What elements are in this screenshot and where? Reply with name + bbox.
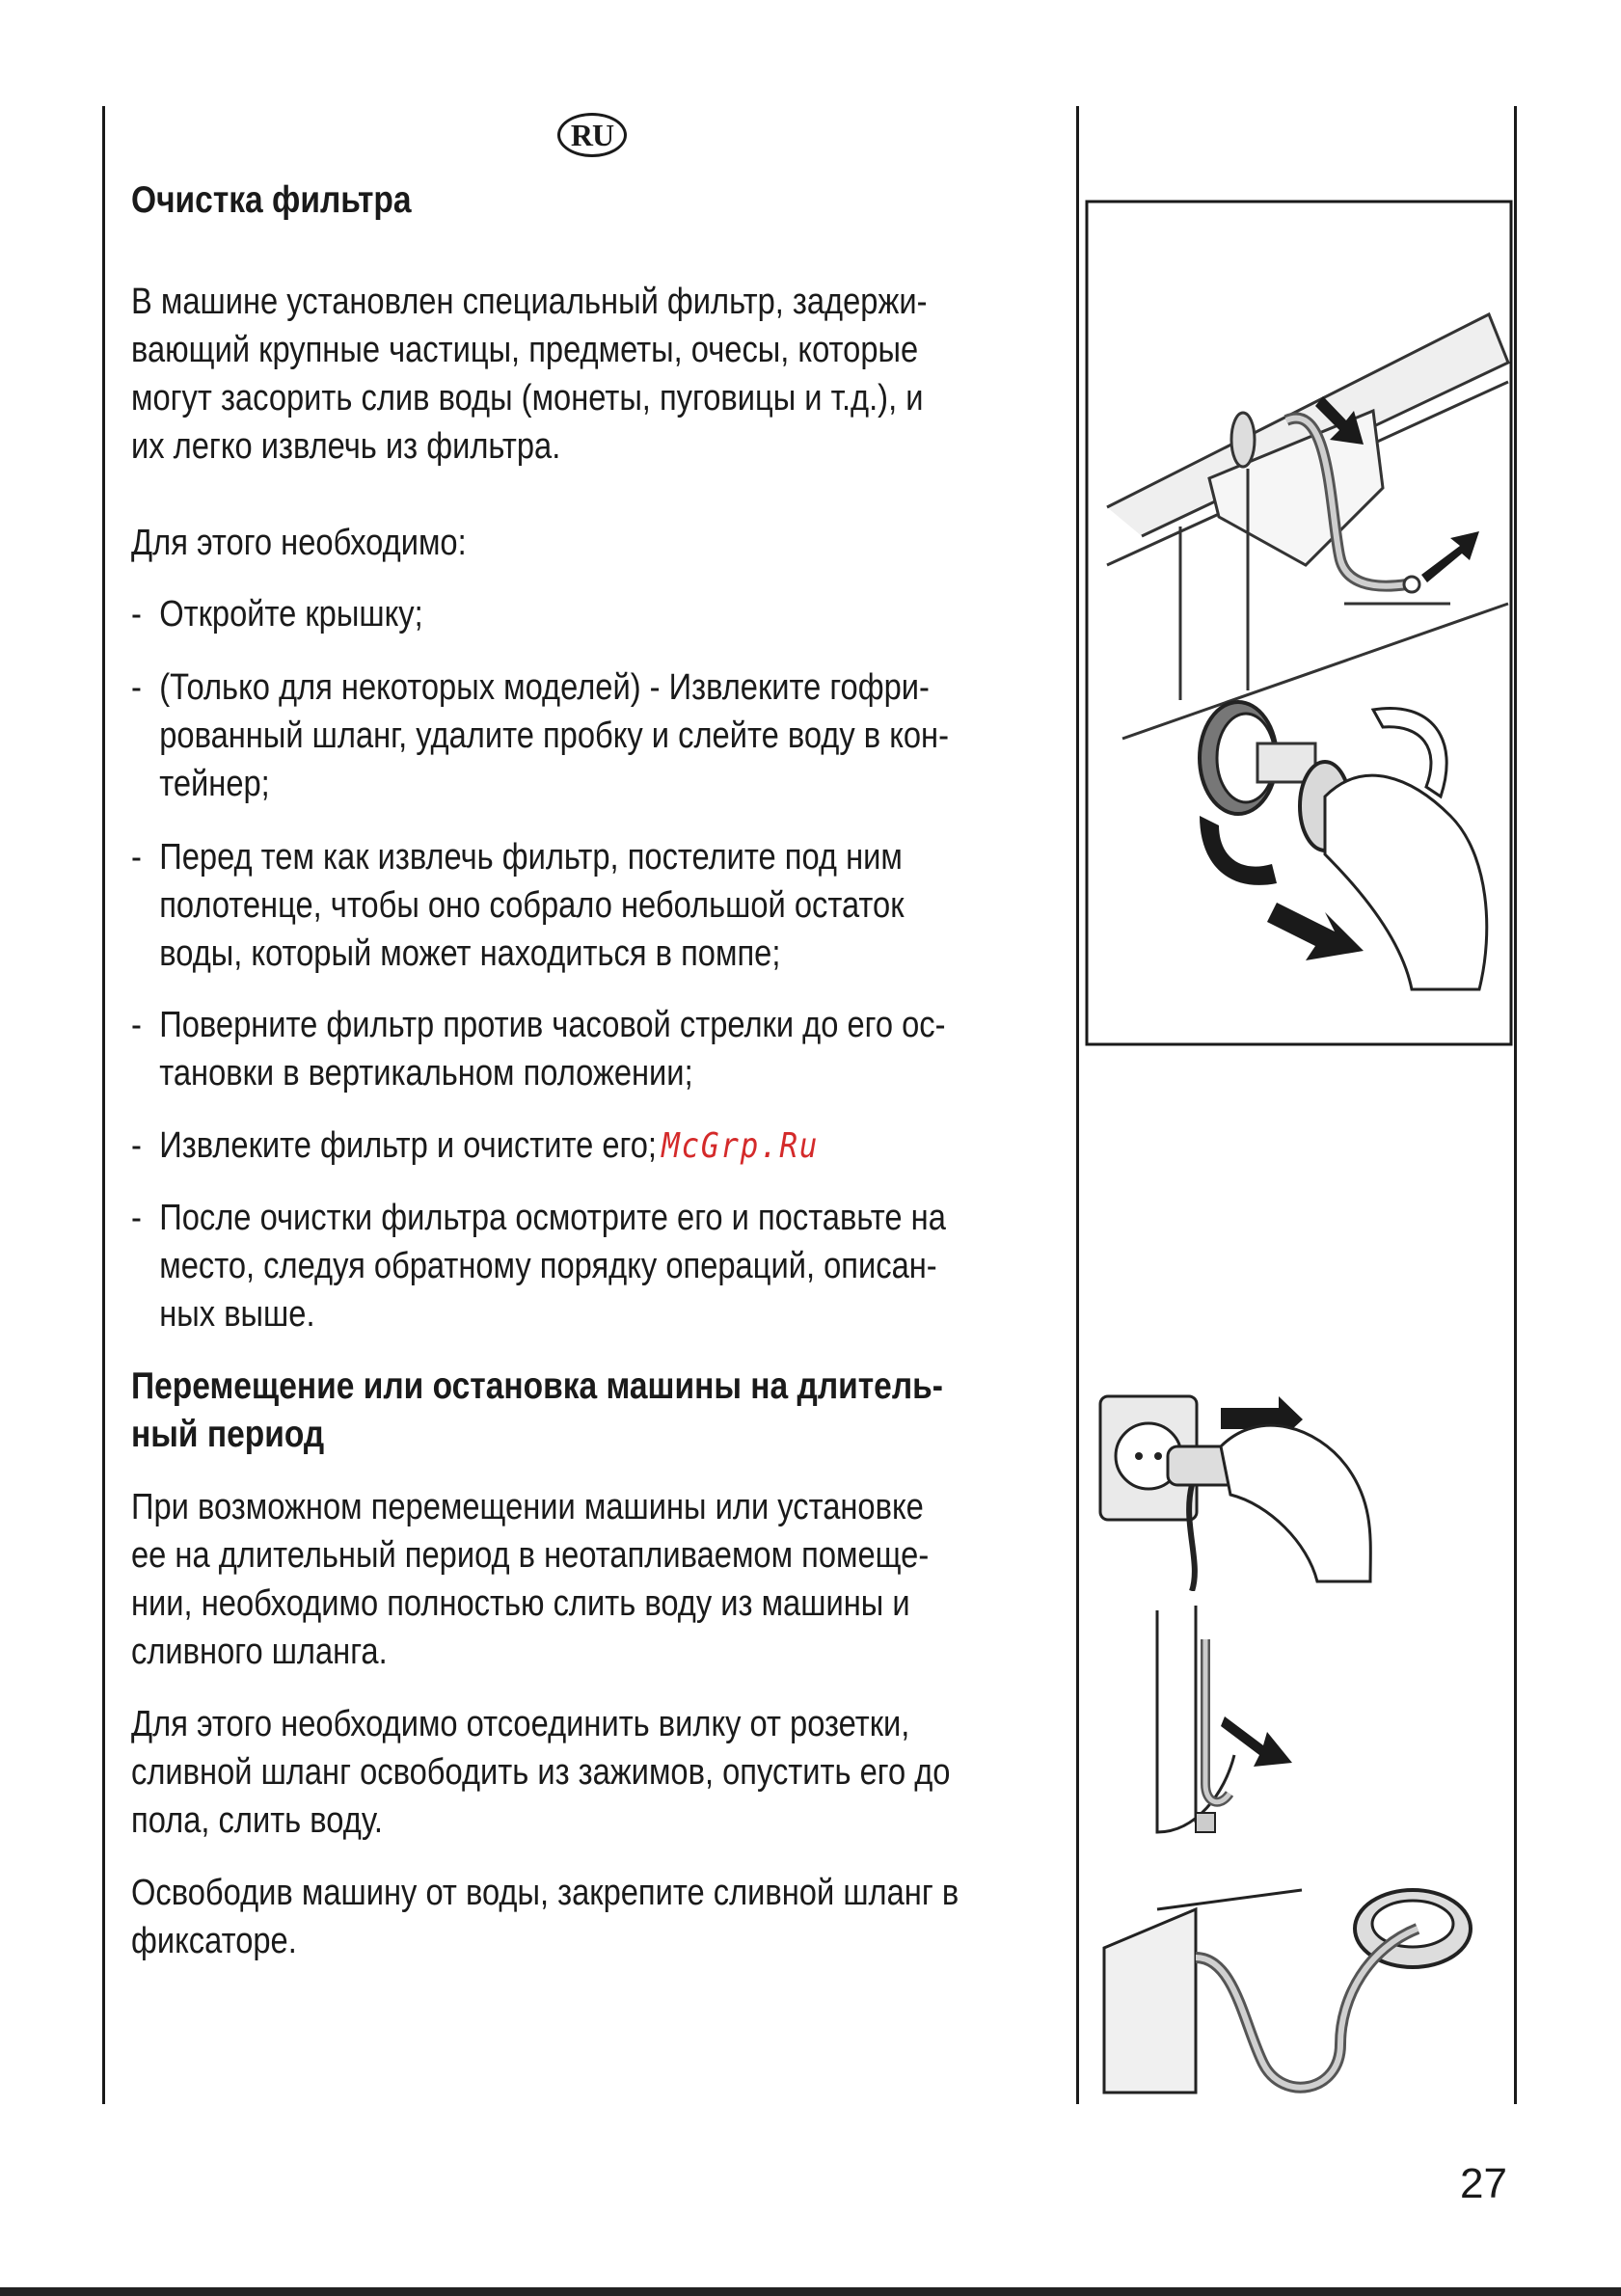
step-6 (131, 1194, 946, 1338)
intro-line: В машине установлен специальный фильтр, задержи- (131, 282, 928, 322)
step-2 (131, 663, 949, 808)
step-line: место, следуя обратному порядку операций, описан- (159, 1246, 937, 1286)
watermark-link[interactable]: McGrp.Ru (662, 1126, 820, 1166)
moving-paragraph-3 (131, 1869, 959, 1965)
hose-basin-illustration (1099, 1871, 1514, 2112)
left-rule (102, 106, 105, 2104)
step-line: (Только для некоторых моделей) - Извлеките гофри- (159, 667, 930, 708)
step-line: Откройте крышку; (159, 594, 423, 635)
title-line: Перемещение или остановка машины на длитель- (131, 1365, 943, 1407)
step-1 (131, 590, 919, 638)
step-line: рованный шланг, удалите пробку и слейте воду в кон- (159, 716, 949, 756)
middle-rule (1076, 106, 1079, 2104)
title-line: ный период (131, 1414, 325, 1455)
paragraph-line: пола, слить воду. (131, 1800, 383, 1841)
step-line: Поверните фильтр против часовой стрелки до его ос- (159, 1005, 946, 1045)
section-moving-storage (131, 1363, 943, 1459)
page-bottom-edge (0, 2287, 1621, 2296)
bullet-dash: - (131, 594, 142, 635)
paragraph-line: сливной шланг освободить из зажимов, опустить его до (131, 1752, 951, 1793)
paragraph-line: При возможном перемещении машины или установке (131, 1487, 924, 1527)
section-title-filter: Очистка фильтра (131, 179, 412, 221)
right-rule (1514, 106, 1517, 2104)
paragraph-line: Для этого необходимо отсоединить вилку от розетки, (131, 1704, 910, 1744)
filter-intro (131, 278, 928, 471)
intro-line: вающий крупные частицы, предметы, очесы, которые (131, 330, 919, 370)
intro-line: могут засорить слив воды (монеты, пуговицы и т.д.), и (131, 378, 924, 419)
step-3 (131, 833, 919, 978)
section-title-moving (131, 1363, 1043, 1459)
step-line: полотенце, чтобы оно собрало небольшой остаток (159, 885, 905, 926)
hose-release-illustration (1138, 1601, 1427, 1851)
step-line: После очистки фильтра осмотрите его и поставьте на (159, 1198, 946, 1238)
bullet-dash: - (131, 1005, 142, 1045)
bullet-dash: - (131, 837, 142, 878)
filter-lead (131, 519, 919, 567)
lead-text: Для этого необходимо: (131, 523, 467, 563)
bullet-dash: - (131, 667, 142, 708)
intro-line: их легко извлечь из фильтра. (131, 426, 561, 467)
bullet-dash: - (131, 1125, 142, 1166)
step-line: Перед тем как извлечь фильтр, постелите под ним (159, 837, 903, 878)
moving-paragraph-2 (131, 1700, 951, 1845)
moving-paragraph-1 (131, 1483, 930, 1676)
step-4 (131, 1001, 946, 1097)
paragraph-line: Освободив машину от воды, закрепите сливной шланг в (131, 1873, 959, 1913)
unplug-illustration (1095, 1389, 1385, 1591)
filter-cleaning-illustration (1084, 199, 1514, 1047)
page-number: 27 (1460, 2160, 1507, 2207)
step-line: тейнер; (159, 764, 270, 804)
bullet-dash: - (131, 1198, 142, 1238)
section-filter-cleaning (131, 176, 919, 225)
step-line: воды, который может находиться в помпе; (159, 933, 781, 974)
step-line: тановки в вертикальном положении; (159, 1053, 693, 1094)
paragraph-line: нии, необходимо полностью слить воду из машины и (131, 1583, 910, 1624)
paragraph-line: сливного шланга. (131, 1632, 388, 1672)
language-badge: RU (557, 113, 627, 157)
step-line: Извлеките фильтр и очистите его; (159, 1125, 658, 1166)
paragraph-line: ее на длительный период в неотапливаемом помеще- (131, 1535, 930, 1576)
step-5 (131, 1121, 919, 1171)
paragraph-line: фиксаторе. (131, 1921, 297, 1961)
step-line: ных выше. (159, 1294, 315, 1335)
